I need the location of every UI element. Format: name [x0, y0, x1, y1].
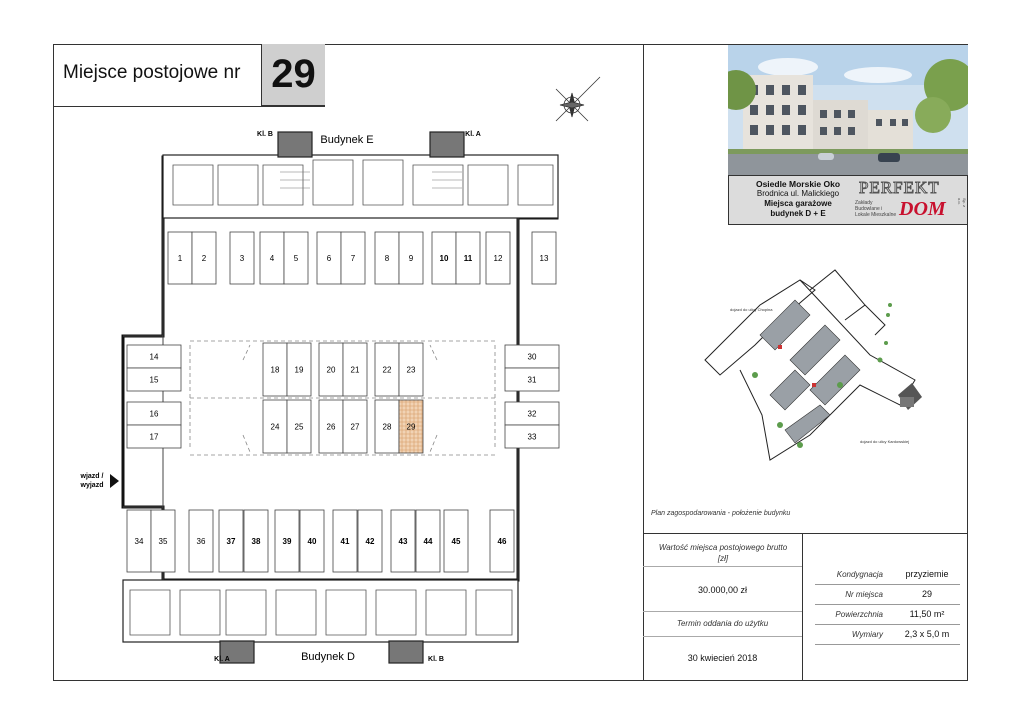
- logo-perfekt-text: PERFEKT: [859, 178, 940, 197]
- spec-row: [815, 585, 960, 605]
- parking-spot-number: 24: [270, 422, 280, 432]
- spec-row: [815, 625, 960, 645]
- parking-spot-number: 29: [406, 422, 416, 432]
- compass-icon: [556, 77, 600, 121]
- parking-spot-number: 17: [149, 432, 159, 442]
- handover-value: 30 kwiecień 2018: [687, 653, 758, 663]
- spec-value: 29: [921, 589, 932, 599]
- spec-key: Nr miejsca: [845, 590, 883, 599]
- parking-spot-number: 43: [398, 537, 408, 546]
- price-value: 30.000,00 zł: [697, 585, 748, 595]
- building-bottom-label: Budynek D: [301, 651, 355, 663]
- parking-spot-number: 14: [149, 352, 159, 362]
- logo-dom-text: DOM: [899, 198, 946, 220]
- parking-spot-number: 35: [158, 537, 168, 546]
- parking-spot-number: 21: [350, 365, 360, 375]
- parking-spot-number: 7: [350, 254, 356, 263]
- brand-subject: Miejsca garażowe: [764, 199, 832, 208]
- parking-spots: [127, 232, 559, 572]
- handover-label: Termin oddania do użytku: [676, 619, 769, 628]
- parking-spot-number: 31: [527, 375, 537, 385]
- parking-spot-number: 3: [239, 254, 245, 263]
- parking-spot-number: 46: [497, 537, 507, 546]
- logo-small-text: Zakłady Budowlane i Lokale Mieszkalne: [855, 200, 897, 218]
- spec-key: Wymiary: [851, 630, 883, 639]
- parking-spot-number: 30: [527, 352, 537, 362]
- parking-spot-number: 32: [527, 409, 537, 419]
- stair-label-top-a: Kl. A: [465, 131, 481, 138]
- page-title: Miejsce postojowe nr: [63, 62, 241, 83]
- parking-spot-number: 42: [365, 537, 375, 546]
- siteplan-label-south: dojazd do ulicy Kardowskiej: [860, 439, 910, 444]
- spec-row: [815, 565, 960, 585]
- parking-spot-number: 13: [539, 254, 549, 263]
- price-label: Wartość miejsca postojowego brutto [zł]: [658, 543, 788, 563]
- building-rendering-image: [728, 45, 968, 175]
- brand-buildings: budynek D + E: [770, 209, 826, 218]
- spec-value: 11,50 m²: [909, 609, 945, 619]
- parking-spot-number: 15: [149, 375, 159, 385]
- spec-value: przyziemie: [905, 569, 949, 579]
- siteplan-caption: Plan zagospodarowania - położenie budynku: [651, 510, 791, 517]
- stair-label-top-b: Kl. B: [257, 131, 273, 138]
- spec-value: 2,3 x 5,0 m: [904, 629, 950, 639]
- parking-spot-number: 45: [451, 537, 461, 546]
- brand-box: [728, 175, 968, 225]
- parking-spot-number: 10: [439, 254, 449, 263]
- parking-spot-number: 39: [282, 537, 292, 546]
- parking-spot-number: 22: [382, 365, 392, 375]
- parking-spot-number: 9: [408, 254, 414, 263]
- parking-spot-number: 41: [340, 537, 350, 546]
- parking-spot-number: 20: [326, 365, 336, 375]
- price-divider: [643, 566, 802, 567]
- entry-arrow-icon: [110, 474, 119, 488]
- entry-label-line2: wyjazd: [80, 482, 104, 489]
- logo-vertical-text: Sp. z o.o.: [957, 198, 967, 208]
- parking-spot-number: 26: [326, 422, 336, 432]
- estate-name: Osiedle Morskie Oko: [755, 179, 841, 189]
- parking-spot-number: 4: [269, 254, 275, 263]
- parking-spot-number: 6: [326, 254, 332, 263]
- parking-spot-number: 5: [293, 254, 299, 263]
- stair-label-bottom-a: Kl. A: [214, 656, 230, 663]
- parking-spot-number: 19: [294, 365, 304, 375]
- spec-key: Kondygnacja: [836, 570, 883, 579]
- handover-divider-top: [643, 611, 802, 612]
- estate-address: Brodnica ul. Malickiego: [756, 189, 840, 198]
- spot-number-badge: 29: [261, 44, 325, 106]
- site-plan-map: [700, 265, 930, 470]
- parking-spot-number: 11: [463, 254, 473, 263]
- parking-spot-number: 33: [527, 432, 537, 442]
- parking-spot-number: 37: [226, 537, 236, 546]
- spec-key: Powierzchnia: [835, 610, 883, 619]
- siteplan-label-north: dojazd do ulicy Chopina: [730, 307, 773, 312]
- parking-spot-number: 38: [251, 537, 261, 546]
- parking-spot-number: 27: [350, 422, 360, 432]
- parking-spot-number: 16: [149, 409, 159, 419]
- building-top-label: Budynek E: [320, 134, 374, 146]
- parking-spot-number: 23: [406, 365, 416, 375]
- parking-spot-number: 12: [493, 254, 503, 263]
- parking-spot-number: 36: [196, 537, 206, 546]
- entry-label-line1: wjazd /: [80, 473, 104, 480]
- info-divider: [643, 533, 968, 534]
- stair-label-bottom-b: Kl. B: [428, 656, 444, 663]
- parking-spot-number: 25: [294, 422, 304, 432]
- parking-spot-number: 18: [270, 365, 280, 375]
- parking-spot-number: 2: [201, 254, 207, 263]
- parking-spot-number: 28: [382, 422, 392, 432]
- spec-row: [815, 605, 960, 625]
- handover-divider-bottom: [643, 636, 802, 637]
- info-column-divider: [802, 533, 803, 681]
- parking-spot-number: 8: [384, 254, 390, 263]
- parking-spot-number: 44: [423, 537, 433, 546]
- parking-spot-number: 34: [134, 537, 144, 546]
- parking-spot-number: 1: [177, 254, 183, 263]
- parking-spot-number: 40: [307, 537, 317, 546]
